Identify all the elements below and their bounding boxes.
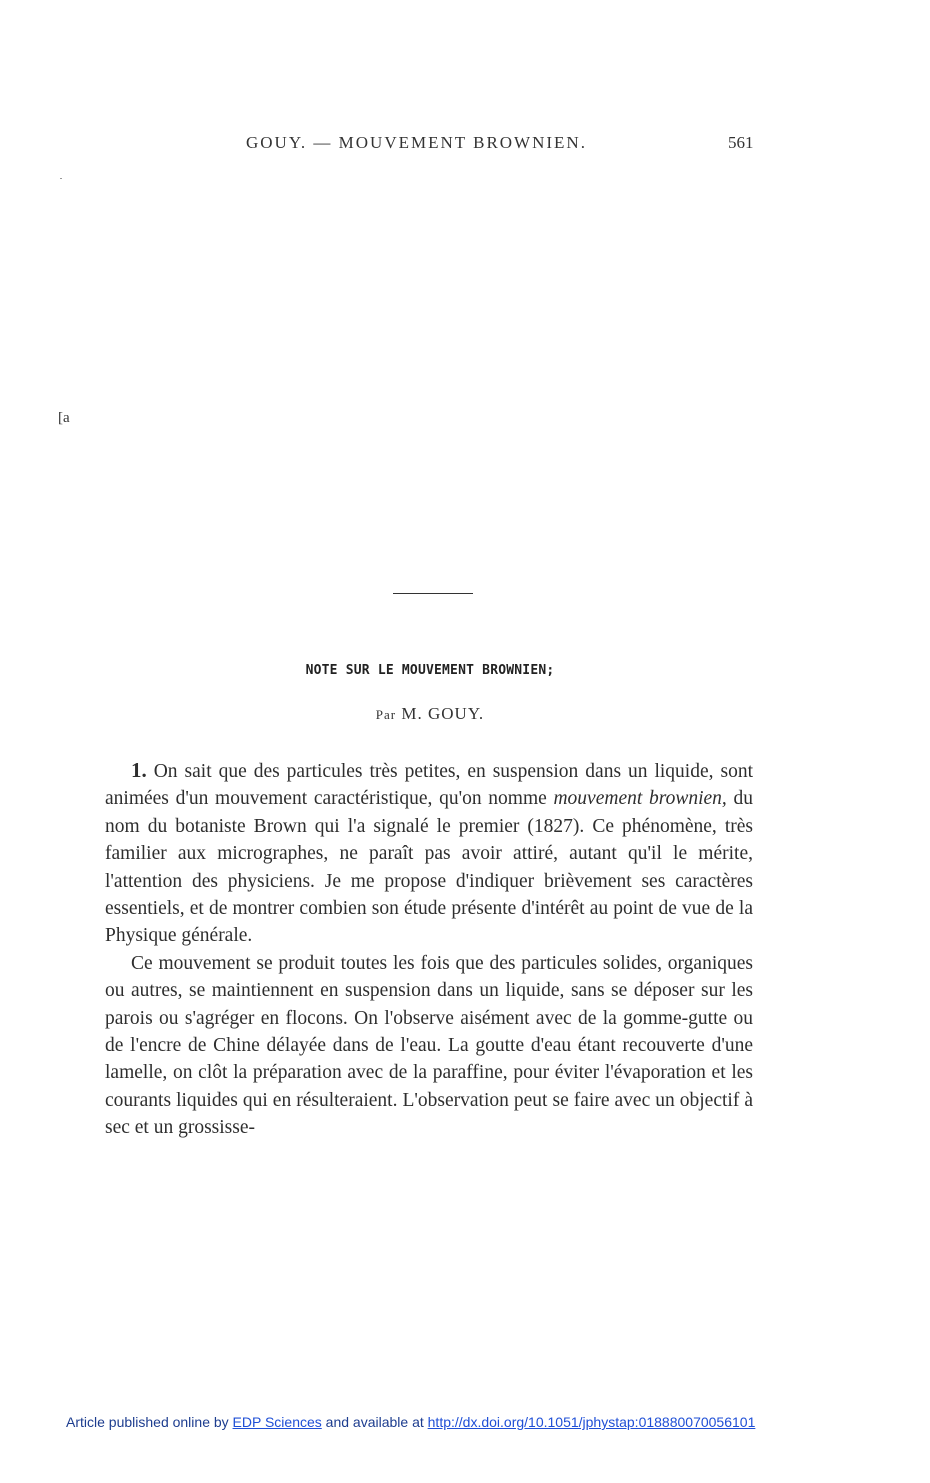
paragraph-number: 1. <box>131 758 147 782</box>
article-body <box>105 757 753 1142</box>
running-title: GOUY. — MOUVEMENT BROWNIEN. <box>246 133 587 152</box>
doi-link[interactable]: http://dx.doi.org/10.1051/jphystap:018880070056101 <box>427 1414 756 1430</box>
paragraph-1-italic-term: mouvement brownien, <box>553 788 727 810</box>
article-title: NOTE SUR LE MOUVEMENT BROWNIEN; <box>305 663 555 678</box>
publication-footer <box>66 1414 755 1430</box>
publisher-link[interactable]: EDP Sciences <box>232 1414 322 1430</box>
margin-mark: [a <box>58 410 70 426</box>
author-line <box>0 704 860 724</box>
section-rule <box>393 593 473 594</box>
author-prefix: Par <box>375 707 397 722</box>
author-name: M. GOUY. <box>401 704 485 723</box>
page-number: 561 <box>728 133 754 152</box>
footer-prefix: Article published online by <box>66 1414 233 1430</box>
paragraph-1-text-a: On sait que des particules très petites, en suspension dans un liquide, sont animées d'un mouvement caractéristique, qu'on nomme <box>105 761 753 810</box>
footer-middle: and available at <box>321 1414 428 1430</box>
paragraph-2: Ce mouvement se produit toutes les fois que des particules solides, organiques ou autres, se maintiennent en suspension dans un liquide, sans se déposer sur les parois ou s'agréger en flocons. On l'observe aisément avec de la gomme-gutte ou de l'encre de Chine délayée dans de l'eau. La goutte d'eau étant recouverte d'une lamelle, on clôt la préparation avec de la paraffine, pour éviter l'évaporation et les courants liquides qui en résulteraient. L'observation peut se faire avec un objectif à sec et un grossisse- <box>105 952 753 1139</box>
paragraph-1-text-b: du nom du botaniste Brown qui l'a signalé le premier (1827). Ce phénomène, très familier aux micrographes, ne paraît pas avoir attiré, autant qu'il le mérite, l'attention des physiciens. Je me propose d'indiquer brièvement ses caractères essentiels, et de montrer combien son étude présente d'intérêt au point de vue de la Physique générale. <box>105 788 753 947</box>
scan-speck <box>60 178 62 179</box>
paragraph-1 <box>105 757 753 950</box>
